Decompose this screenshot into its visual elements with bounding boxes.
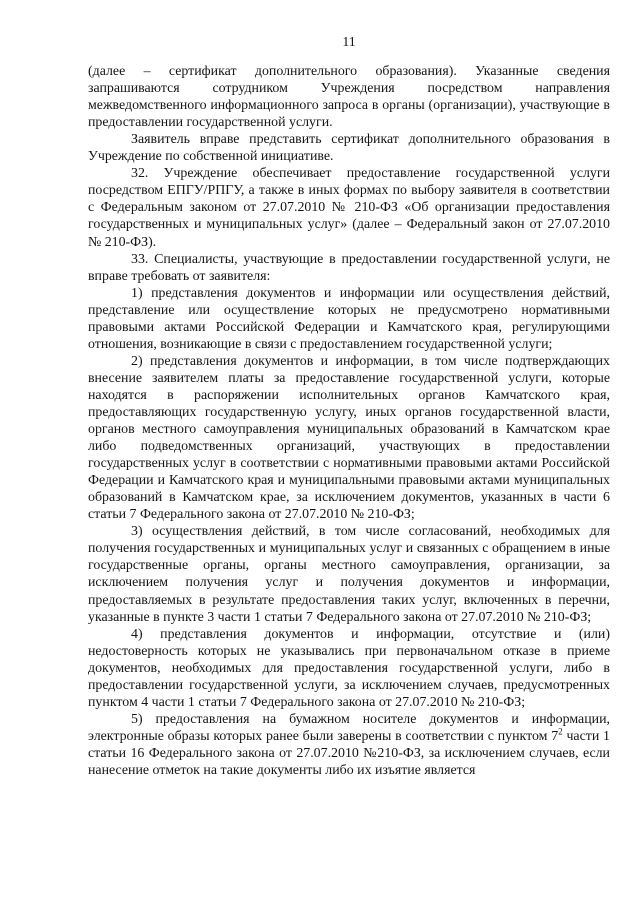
- document-page: [88, 34, 610, 779]
- paragraph-item-3: 3) осуществления действий, в том числе согласований, необходимых для получения государственных и муниципальных услуг и связанных с обращением в иные государственные органы, органы местного самоуправления, организации, за исключением получения услуг и получения документов и информации, предоставляемых в результате предоставления таких услуг, включенных в перечни, указанные в пункте 3 части 1 статьи 7 Федерального закона от 27.07.2010 № 210-ФЗ;: [88, 524, 610, 625]
- paragraph-clause-33: 33. Специалисты, участвующие в предоставлении государственной услуги, не вправе требовать от заявителя:: [88, 251, 610, 284]
- paragraph-item-1: 1) представления документов и информации или осуществления действий, представление или осуществление которых не предусмотрено нормативными правовыми актами Российской Федерации и Камчатского края, регулирующими отношения, возникающие в связи с предоставлением государственной услуги;: [88, 285, 610, 352]
- paragraph-item-2: 2) представления документов и информации, в том числе подтверждающих внесение заявителем платы за предоставление государственной услуги, которые находятся в распоряжении исполнительных органов Камчатского края, предоставляющих государственную услугу, иных органов государственной власти, органов местного самоуправления муниципальных образований в Камчатском крае либо подведомственных организаций, участвующих в предоставлении государственных услуг в соответствии с нормативными правовыми актами Российской Федерации и Камчатского края и муниципальными правовыми актами муниципальных образований в Камчатском крае, за исключением документов, указанных в части 6 статьи 7 Федерального закона от 27.07.2010 № 210-ФЗ;: [88, 353, 610, 523]
- paragraph-clause-32: 32. Учреждение обеспечивает предоставление государственной услуги посредством ЕПГУ/РПГУ, а также в иных формах по выбору заявителя в соответствии с Федеральным законом от 27.07.2010 № 210-ФЗ «Об организации предоставления государственных и муниципальных услуг» (далее – Федеральный закон от 27.07.2010 № 210-ФЗ).: [88, 166, 610, 250]
- item-5-text-end: части 1 статьи 16 Федерального закона от 27.07.2010 №210-ФЗ, за исключением случаев, если нанесение отметок на такие документы либо их изъятие является: [88, 728, 610, 778]
- paragraph-item-5: [88, 711, 610, 779]
- paragraph-item-4: 4) представления документов и информации, отсутствие и (или) недостоверность которых не указывались при первоначальном отказе в приеме документов, необходимых для предоставления государственной услуги, либо в предоставлении государственной услуги, за исключением случаев, предусмотренных пунктом 4 части 1 статьи 7 Федерального закона от 27.07.2010 № 210-ФЗ;: [88, 626, 610, 710]
- paragraph-applicant-right: Заявитель вправе представить сертификат дополнительного образования в Учреждение по собственной инициативе.: [88, 132, 610, 165]
- item-5-superscript: 2: [558, 726, 563, 737]
- page-number: 11: [342, 35, 356, 50]
- paragraph-certificate-continuation: (далее – сертификат дополнительного образования). Указанные сведения запрашиваются сотрудником Учреждения посредством направления межведомственного информационного запроса в органы (организации), участвующие в предоставлении государственной услуги.: [88, 64, 610, 131]
- item-5-text-start: 5) предоставления на бумажном носителе документов и информации, электронные образы которых ранее были заверены в соответствии с пунктом 7: [88, 711, 610, 744]
